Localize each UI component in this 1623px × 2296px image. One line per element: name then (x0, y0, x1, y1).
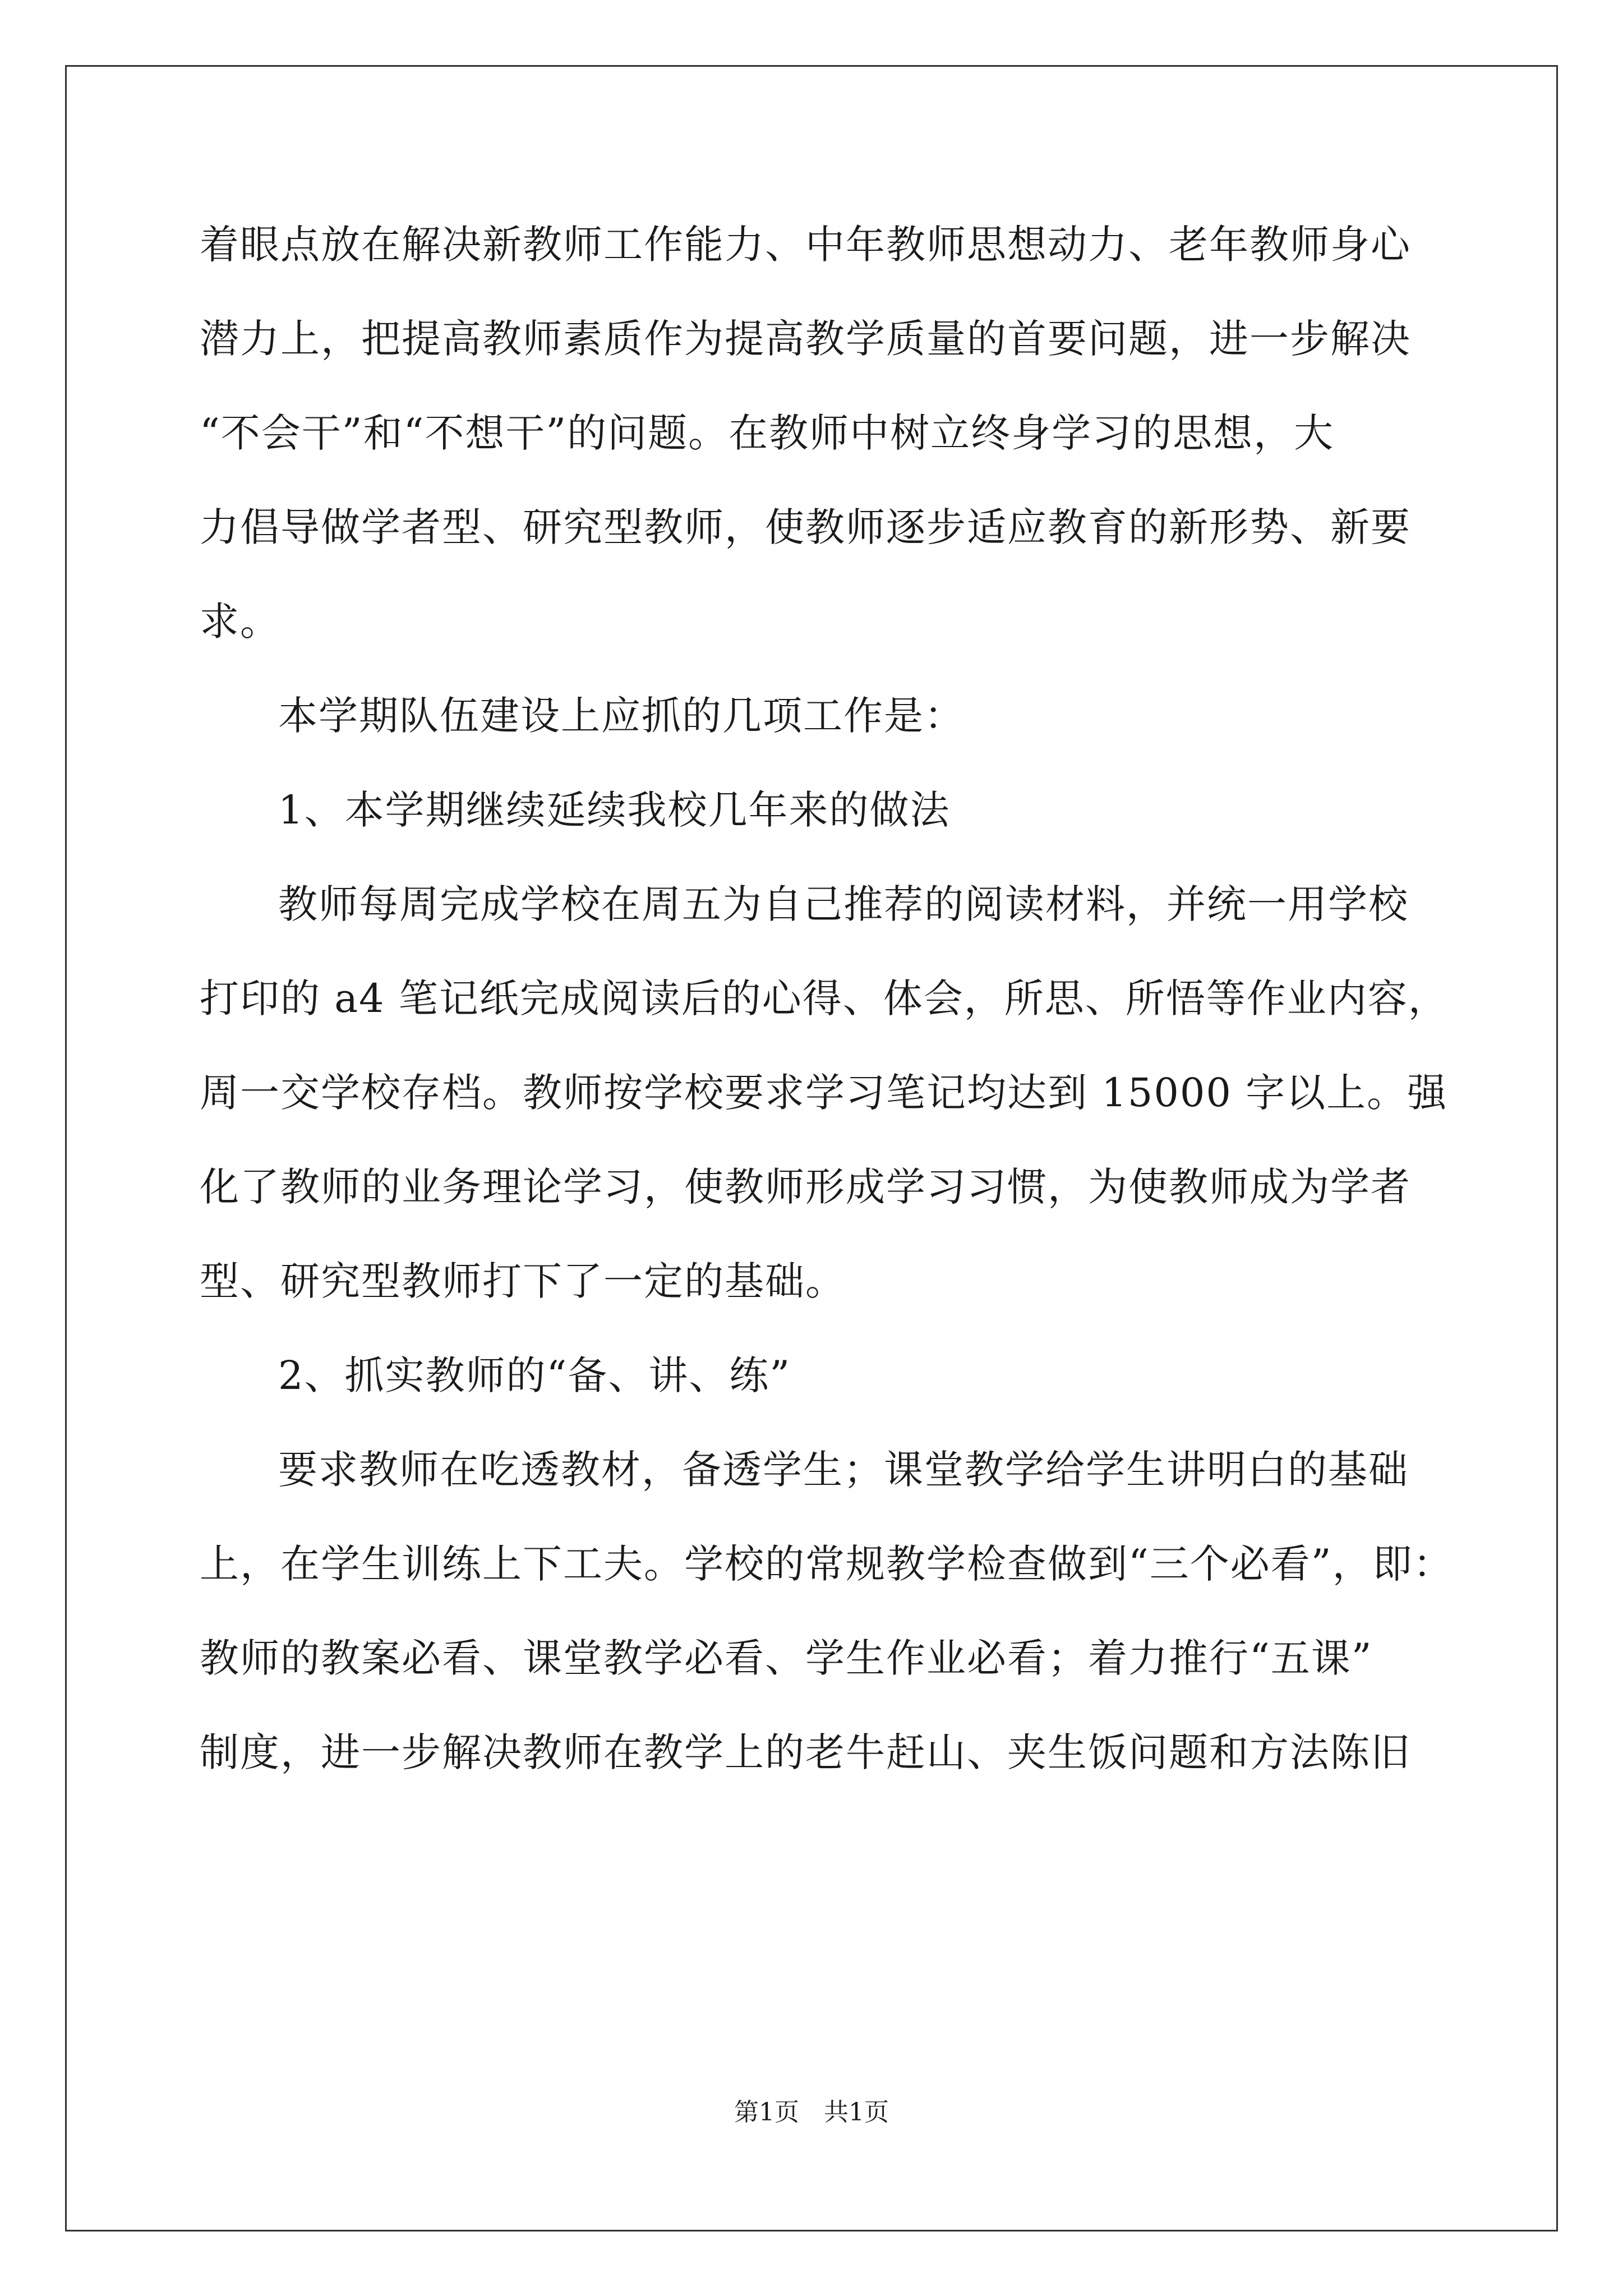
text-line-14: 要求教师在吃透教材，备透学生；课堂教学给学生讲明白的基础 (278, 1447, 1409, 1493)
text-line-6: 本学期队伍建设上应抓的几项工作是： (278, 693, 965, 739)
text-line-16: 教师的教案必看、课堂教学必看、学生作业必看；着力推行“五课” (200, 1635, 1373, 1681)
page-number-footer: 第1页 共1页 (734, 2098, 889, 2127)
text-line-12: 型、研究型教师打下了一定的基础。 (200, 1258, 846, 1304)
page-border (65, 65, 1558, 2231)
text-line-8: 教师每周完成学校在周五为自己推荐的阅读材料，并统一用学校 (278, 881, 1409, 927)
text-line-7: 1、本学期继续延续我校几年来的做法 (278, 787, 951, 833)
text-line-1: 着眼点放在解决新教师工作能力、中年教师思想动力、老年教师身心 (200, 222, 1411, 268)
text-line-4: 力倡导做学者型、研究型教师，使教师逐步适应教育的新形势、新要 (200, 504, 1411, 550)
text-line-17: 制度，进一步解决教师在教学上的老牛赶山、夹生饭问题和方法陈旧 (200, 1729, 1411, 1775)
text-line-3: “不会干”和“不想干”的问题。在教师中树立终身学习的思想，大 (200, 410, 1335, 456)
text-line-15: 上，在学生训练上下工夫。学校的常规教学检查做到“三个必看”，即： (200, 1541, 1454, 1587)
text-line-10: 周一交学校存档。教师按学校要求学习笔记均达到 15000 字以上。强 (200, 1070, 1448, 1116)
text-line-11: 化了教师的业务理论学习，使教师形成学习习惯，为使教师成为学者 (200, 1164, 1411, 1210)
text-line-13: 2、抓实教师的“备、讲、练” (278, 1352, 791, 1398)
text-line-9: 打印的 a4 笔记纸完成阅读后的心得、体会，所思、所悟等作业内容， (200, 976, 1449, 1022)
text-line-2: 潜力上，把提高教师素质作为提高教学质量的首要问题，进一步解决 (200, 316, 1411, 362)
text-line-5: 求。 (200, 599, 280, 645)
